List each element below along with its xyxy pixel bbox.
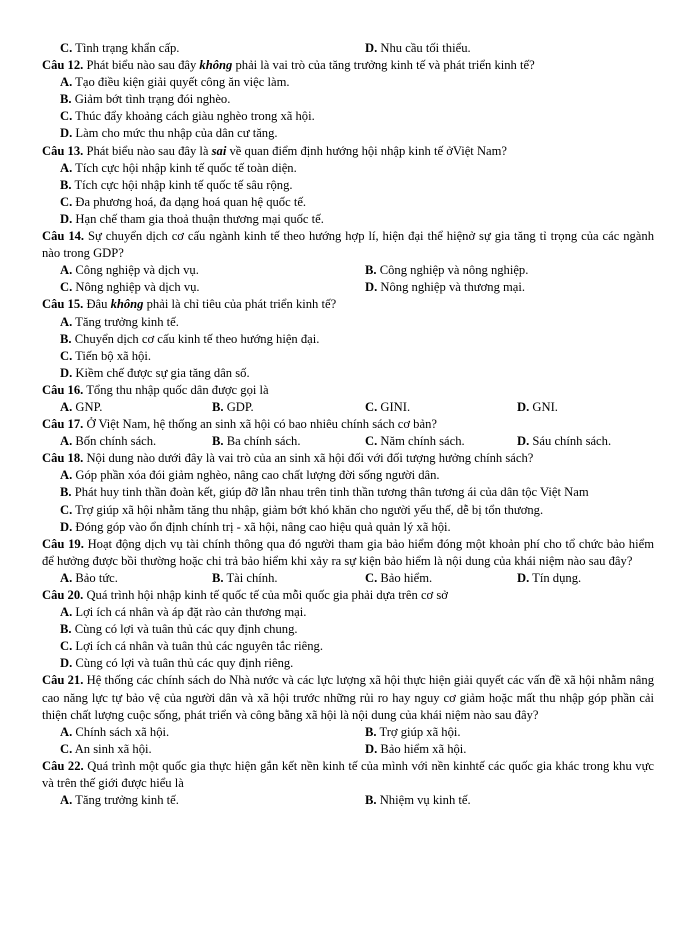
- question-13: [42, 143, 654, 160]
- question-number: Câu 15.: [42, 297, 84, 312]
- question-16: [42, 382, 654, 399]
- options-row: [42, 279, 654, 296]
- options-row: [42, 40, 654, 57]
- question-number: Câu 12.: [42, 58, 84, 73]
- option-d: D. Đóng góp vào ổn định chính trị - xã hội, nâng cao hiệu quả quản lý xã hội.: [60, 519, 451, 534]
- option-d: D. Làm cho mức thu nhập của dân cư tăng.: [60, 126, 278, 141]
- question-text: Đâu: [83, 297, 111, 312]
- question-text: Sự chuyển dịch cơ cấu ngành kinh tế theo hướng hợp lí, hiện đại thể hiệnở sự gia tăng tỉ trọng của các ngành nào trong GDP?: [42, 229, 654, 261]
- question-number: Câu 20.: [42, 588, 84, 602]
- option-a: A. Bảo tức.: [60, 570, 118, 585]
- option-c: C. GINI.: [365, 399, 411, 414]
- question-text: phải là vai trò của tăng trưởng kinh tế và phát triển kinh tế?: [232, 58, 535, 73]
- option-d: D. Kiềm chế được sự gia tăng dân số.: [60, 365, 250, 380]
- option-a: A. Công nghiệp và dịch vụ.: [60, 263, 199, 278]
- question-text: Quá trình hội nhập kinh tế quốc tế của mỗi quốc gia phải dựa trên cơ sở: [83, 588, 448, 602]
- option-c: C. Tiến bộ xã hội.: [60, 348, 151, 363]
- option-b: B. Phát huy tinh thần đoàn kết, giúp đỡ lẫn nhau trên tinh thần tương thân tương ái của dân tộc Việt Nam: [60, 485, 589, 500]
- question-number: Câu 21.: [42, 673, 84, 688]
- question-emphasis: sai: [211, 143, 227, 158]
- option-d: D. GNI.: [517, 399, 558, 414]
- option-d: D. Cùng có lợi và tuân thủ các quy định riêng.: [60, 656, 294, 671]
- option-b: B. Công nghiệp và nông nghiệp.: [365, 263, 529, 278]
- question-18: [42, 450, 654, 467]
- options-row: [42, 724, 654, 741]
- option-a: A. Tích cực hội nhập kinh tế quốc tế toàn diện.: [60, 160, 297, 175]
- question-text: về quan điểm định hướng hội nhập kinh tế ởViệt Nam?: [226, 143, 508, 158]
- option-b: B. Giảm bớt tình trạng đói nghèo.: [60, 92, 231, 107]
- option-c: C. Đa phương hoá, đa dạng hoá quan hệ quốc tế.: [60, 194, 307, 209]
- option-b: B. Tích cực hội nhập kinh tế quốc tế sâu rộng.: [60, 177, 293, 192]
- question-text: Phát biểu nào sau đây là: [83, 143, 212, 158]
- options-row: [42, 792, 654, 809]
- question-20: [42, 587, 654, 604]
- option-c: C. Nông nghiệp và dịch vụ.: [60, 280, 200, 295]
- option-c: C. An sinh xã hội.: [60, 741, 152, 756]
- option-b: B. Cùng có lợi và tuân thủ các quy định chung.: [60, 622, 298, 637]
- option-b: B. GDP.: [212, 399, 254, 414]
- options-row: [42, 433, 654, 450]
- question-text: Nội dung nào dưới đây là vai trò của an sinh xã hội đối với đối tượng hưởng chính sách?: [83, 451, 534, 466]
- question-number: Câu 13.: [42, 143, 84, 158]
- question-emphasis: không: [199, 58, 233, 73]
- option-d: D. Nhu cầu tối thiểu.: [365, 41, 471, 55]
- question-12: [42, 57, 654, 74]
- option-c: C. Năm chính sách.: [365, 434, 465, 449]
- question-21: [42, 672, 654, 723]
- question-text: Quá trình một quốc gia thực hiện gắn kết nền kinh tế của mình với nền kinhtế các quốc gia khác trong khu vực và trên thế giới được hiểu là: [42, 758, 654, 791]
- question-emphasis: không: [110, 297, 144, 312]
- option-b: B. Ba chính sách.: [212, 434, 301, 449]
- options-row: [42, 570, 654, 587]
- question-text: phải là chỉ tiêu của phát triển kinh tế?: [143, 297, 337, 312]
- option-b: B. Trợ giúp xã hội.: [365, 724, 461, 739]
- question-number: Câu 16.: [42, 382, 84, 397]
- question-text: Hệ thống các chính sách do Nhà nước và các lực lượng xã hội thực hiện giải quyết các vấn đề xã hội nhằm nâng cao năng lực tự bảo vệ của người dân và xã hội trước những rủi ro hay nguy cơ giảm hoặc mất thu nhập góp phần cải thiện chất lượng cuộc sống, phát triển và công bằng xã hội là nội dung của khái niệm nào sau đây?: [42, 673, 654, 722]
- question-text: Hoạt động dịch vụ tài chính thông qua đó người tham gia bảo hiểm đóng một khoản phí cho tổ chức bảo hiểm để hưởng được bồi thường hoặc chi trả bảo hiểm khi xảy ra sự kiện bảo hiểm là nội dung của khái niệm nào sau đây?: [42, 536, 654, 568]
- option-b: B. Nhiệm vụ kinh tế.: [365, 793, 471, 808]
- question-number: Câu 19.: [42, 536, 84, 551]
- option-a: A. Tăng trưởng kinh tế.: [60, 314, 179, 329]
- question-number: Câu 17.: [42, 417, 84, 432]
- option-b: B. Tài chính.: [212, 570, 278, 585]
- document-page: [42, 40, 654, 809]
- option-a: A. Chính sách xã hội.: [60, 724, 170, 739]
- question-14: [42, 228, 654, 262]
- question-number: Câu 18.: [42, 451, 84, 466]
- option-c: C. Lợi ích cá nhân và tuân thủ các nguyên tắc riêng.: [60, 639, 323, 654]
- question-22: [42, 758, 654, 792]
- question-number: Câu 22.: [42, 758, 84, 773]
- option-a: A. Bốn chính sách.: [60, 434, 157, 449]
- question-number: Câu 14.: [42, 229, 85, 244]
- option-a: A. GNP.: [60, 399, 103, 414]
- option-a: A. Góp phần xóa đói giảm nghèo, nâng cao chất lượng đời sống người dân.: [60, 468, 440, 483]
- options-row: [42, 262, 654, 279]
- option-b: B. Chuyển dịch cơ cấu kinh tế theo hướng hiện đại.: [60, 331, 320, 346]
- question-15: [42, 296, 654, 313]
- option-d: D. Tín dụng.: [517, 570, 582, 585]
- option-c: C. Trợ giúp xã hội nhằm tăng thu nhập, giảm bớt khó khăn cho người yếu thế, dễ bị tổn thương.: [60, 502, 544, 517]
- option-d: D. Bảo hiểm xã hội.: [365, 741, 467, 756]
- option-d: D. Hạn chế tham gia thoả thuận thương mại quốc tế.: [60, 211, 324, 226]
- option-a: A. Tạo điều kiện giải quyết công ăn việc làm.: [60, 75, 290, 90]
- option-c: C. Thúc đẩy khoảng cách giàu nghèo trong xã hội.: [60, 109, 315, 124]
- question-text: Phát biểu nào sau đây: [83, 58, 200, 73]
- option-d: D. Nông nghiệp và thương mại.: [365, 280, 526, 295]
- question-17: [42, 416, 654, 433]
- options-row: [42, 741, 654, 758]
- question-text: Ở Việt Nam, hệ thống an sinh xã hội có bao nhiêu chính sách cơ bản?: [83, 417, 437, 432]
- question-text: Tổng thu nhập quốc dân được gọi là: [83, 382, 269, 397]
- option-d: D. Sáu chính sách.: [517, 434, 612, 449]
- option-a: A. Lợi ích cá nhân và áp đặt rào cản thương mại.: [60, 605, 307, 620]
- options-row: [42, 399, 654, 416]
- question-19: [42, 536, 654, 570]
- option-a: A. Tăng trưởng kinh tế.: [60, 793, 179, 808]
- option-c: C. Bảo hiểm.: [365, 570, 433, 585]
- option-c: C. Tình trạng khẩn cấp.: [60, 41, 180, 55]
